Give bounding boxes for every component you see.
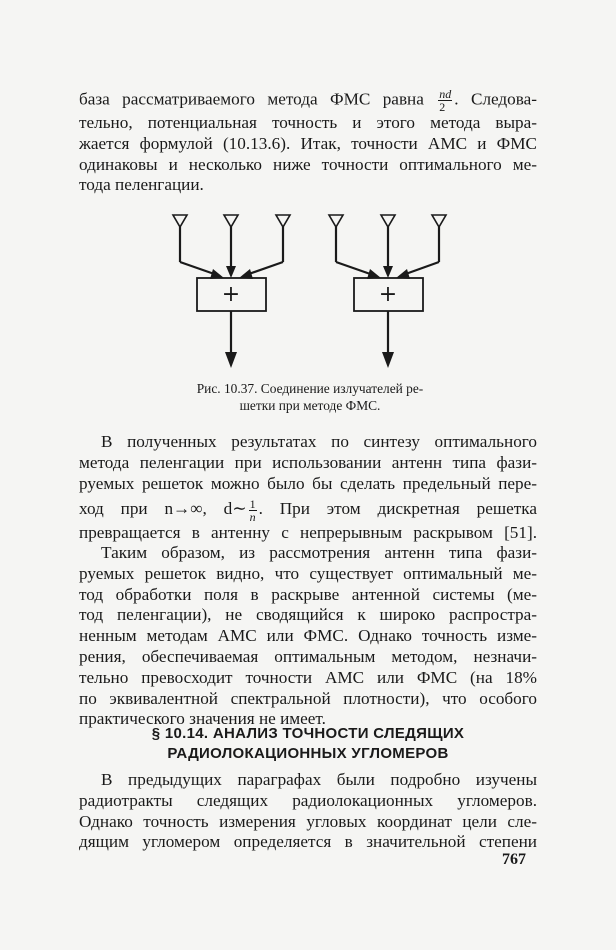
arrowhead-icon — [382, 352, 394, 368]
emitter-icon — [224, 215, 238, 227]
arrowhead-icon — [225, 352, 237, 368]
text-line: по эквивалентной спектральной плотности), что особого — [79, 688, 537, 708]
paragraph-3 — [79, 543, 537, 730]
arrowhead-icon — [383, 266, 393, 278]
text-line: жается формулой (10.13.6). Итак, точности АМС и ФМС — [79, 133, 537, 153]
emitter-icon — [381, 215, 395, 227]
arrowhead-icon — [210, 269, 224, 279]
text-line: радиотракты следящих радиолокационных угломеров. — [79, 790, 537, 810]
text-line: тода пеленгации. — [79, 175, 204, 195]
text-line: метода пеленгации при использовании антенн типа фази- — [79, 452, 537, 472]
text-line: дящим угломером определяется в значительной степени — [79, 832, 537, 852]
sum-symbol: + — [378, 282, 398, 307]
arrowhead-icon — [396, 269, 410, 279]
page-number: 767 — [502, 851, 526, 868]
text-line: тод обработки поля в раскрыве антенной системы (ме- — [79, 584, 537, 604]
figure-caption — [160, 380, 460, 414]
text-line: практического значения не имеет. — [79, 709, 326, 729]
text-line: руемых решеток можно было бы сделать предельный пере- — [79, 473, 537, 493]
fraction-1-over-n: $\frac{1}{n}$ — [249, 496, 256, 524]
emitter-icon — [432, 215, 446, 227]
arrowhead-icon — [226, 266, 236, 278]
text-line: база рассматриваемого метода ФМС равна $\frac{nd}{2}$ . Следова- — [79, 88, 537, 113]
heading-line: РАДИОЛОКАЦИОННЫХ УГЛОМЕРОВ — [167, 745, 449, 762]
text-line: В полученных результатах по синтезу оптимального — [101, 432, 537, 451]
text-line: руемых решеток видно, что существует оптимальный ме- — [79, 563, 537, 583]
paragraph-4 — [79, 770, 537, 853]
text-line: ход при n→∞, d∼ $\frac{1}{n}$ . При этом дискретная решетка — [79, 496, 537, 524]
text-line: рения, обеспечиваемая оптимальным методом, незначи- — [79, 646, 537, 666]
fraction-nd-over-2: $\frac{nd}{2}$ — [439, 88, 452, 113]
text-line: превращается в антенну с непрерывным раскрывом [51]. — [79, 523, 537, 543]
text-line: ненным методам АМС или ФМС. Однако точность изме- — [79, 626, 537, 646]
emitter-icon — [329, 215, 343, 227]
text-line: Таким образом, из рассмотрения антенн типа фази- — [101, 543, 537, 562]
emitter-icon — [276, 215, 290, 227]
caption-line: шетки при методе ФМС. — [239, 398, 381, 413]
arrowhead-icon — [239, 269, 253, 279]
paragraph-2 — [79, 432, 537, 544]
caption-line: Рис. 10.37. Соединение излучателей ре- — [196, 381, 424, 396]
sum-symbol: + — [221, 282, 241, 307]
section-heading — [79, 724, 537, 764]
text-line: В предыдущих параграфах были подробно изучены — [101, 770, 537, 789]
text-line: тод пеленгации), не сводящийся к широко распростра- — [79, 605, 537, 625]
heading-line: § 10.14. АНАЛИЗ ТОЧНОСТИ СЛЕДЯЩИХ — [151, 725, 465, 742]
text-line: тельно превосходит точности АМС или ФМС (на 18% — [79, 667, 537, 687]
emitter-icon — [173, 215, 187, 227]
text-line: Однако точность измерения угловых координат цели сле- — [79, 811, 537, 831]
text-line: тельно, потенциальная точность и этого метода выра- — [79, 113, 537, 132]
arrowhead-icon — [367, 269, 381, 279]
text-line: одинаковы и несколько ниже точности оптимального ме- — [79, 154, 537, 174]
